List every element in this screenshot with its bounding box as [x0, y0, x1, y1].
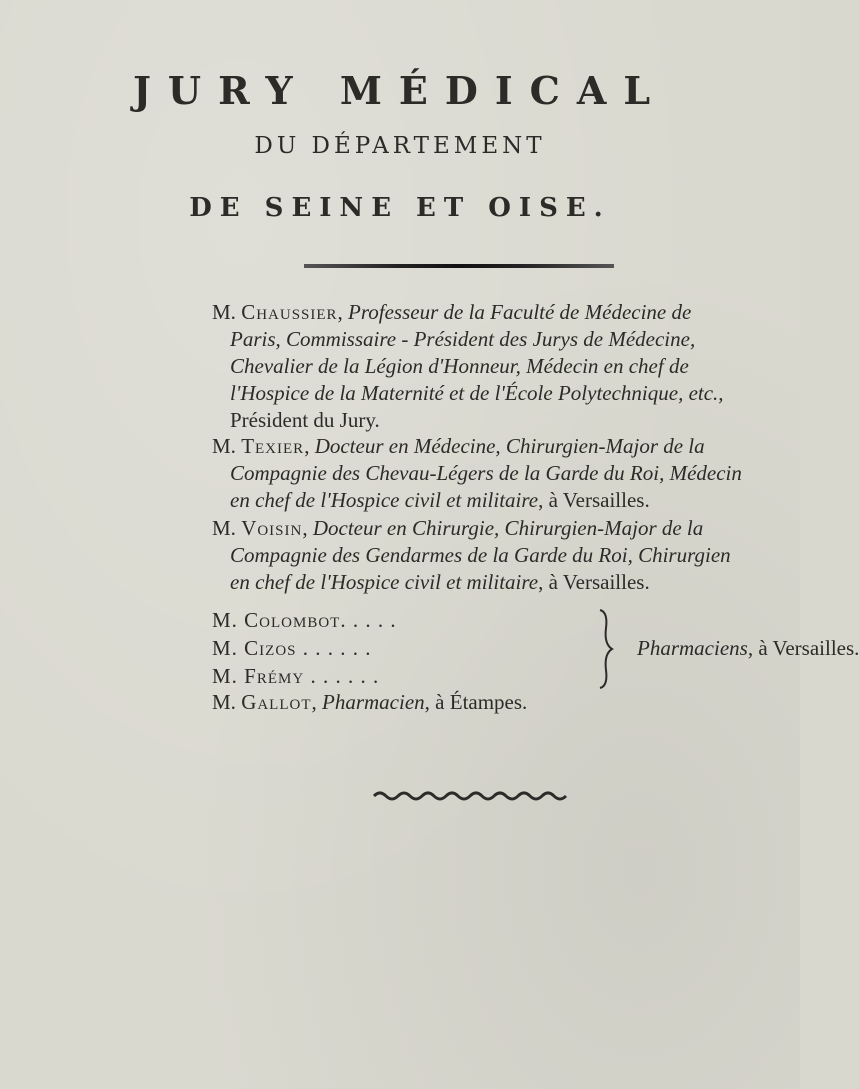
member-entry-voisin: M. Voisin, Docteur en Chirurgie, Chirurgien-Major de la Compagnie des Gendarmes de la Garde du Roi, Chirurgien en chef de l'Hospice civil et militaire, à Versailles.	[212, 516, 731, 594]
department-name: DE SEINE ET OISE.	[189, 193, 611, 223]
member-title-line: Compagnie des Gendarmes de la Garde du Roi, Chirurgien	[230, 543, 731, 567]
member-prefix: M.	[212, 300, 236, 324]
pharmacist-name: M. Cizos . . . . . .	[212, 636, 372, 660]
member-name: Gallot	[241, 690, 312, 714]
member-title-line: en chef de l'Hospice civil et militaire	[230, 570, 539, 594]
member-place: à Versailles.	[548, 488, 650, 512]
member-place: à Versailles.	[548, 570, 650, 594]
header-rule	[304, 264, 614, 268]
brace-icon	[596, 608, 616, 690]
member-title: Pharmacien	[322, 690, 425, 714]
pharmacists-place: à Versailles.	[758, 636, 859, 660]
pharmacist-name: M. Colombot. . . . .	[212, 608, 397, 632]
member-entry-texier: M. Texier, Docteur en Médecine, Chirurgien-Major de la Compagnie des Chevau-Légers de la Garde du Roi, Médecin en chef de l'Hospice civil et militaire, à Versailles.	[212, 434, 742, 512]
member-title-line: Paris, Commissaire - Président des Jurys de Médecine,	[230, 327, 696, 351]
member-title-line: Docteur en Médecine, Chirurgien-Major de la	[314, 434, 705, 458]
member-prefix: M.	[212, 690, 236, 714]
member-title-line: l'Hospice de la Maternité et de l'École Polytechnique, etc.,	[230, 381, 724, 405]
member-role: Président du Jury.	[230, 408, 380, 432]
member-prefix: M.	[212, 516, 236, 540]
member-title-line: Docteur en Chirurgie, Chirurgien-Major de la	[312, 516, 704, 540]
ornament-icon	[372, 788, 568, 802]
pharmacists-label: Pharmaciens,	[637, 636, 754, 660]
member-title-line: Chevalier de la Légion d'Honneur, Médecin en chef de	[230, 354, 689, 378]
member-entry-gallot: M. Gallot, Pharmacien, à Étampes.	[212, 690, 528, 714]
member-title-line: en chef de l'Hospice civil et militaire	[230, 488, 539, 512]
member-name: Voisin	[241, 516, 303, 540]
member-title-line: Professeur de la Faculté de Médecine de	[348, 300, 692, 324]
member-prefix: M.	[212, 434, 236, 458]
document-title: JURY MÉDICAL	[132, 68, 668, 113]
pharmacist-name: M. Frémy . . . . . .	[212, 664, 380, 688]
member-entry-chaussier: M. Chaussier, Professeur de la Faculté de Médecine de Paris, Commissaire - Président des Jurys de Médecine, Chevalier de la Légion d'Honneur, Médecin en chef de l'Hospice de la Maternité et de l'École Polytechnique, etc., Président du Jury.	[212, 299, 732, 434]
member-place: à Étampes.	[435, 690, 528, 714]
member-name: Chaussier	[241, 300, 338, 324]
member-name: Texier	[241, 434, 305, 458]
document-subtitle: DU DÉPARTEMENT	[254, 133, 546, 159]
member-title-line: Compagnie des Chevau-Légers de la Garde du Roi, Médecin	[230, 461, 742, 485]
